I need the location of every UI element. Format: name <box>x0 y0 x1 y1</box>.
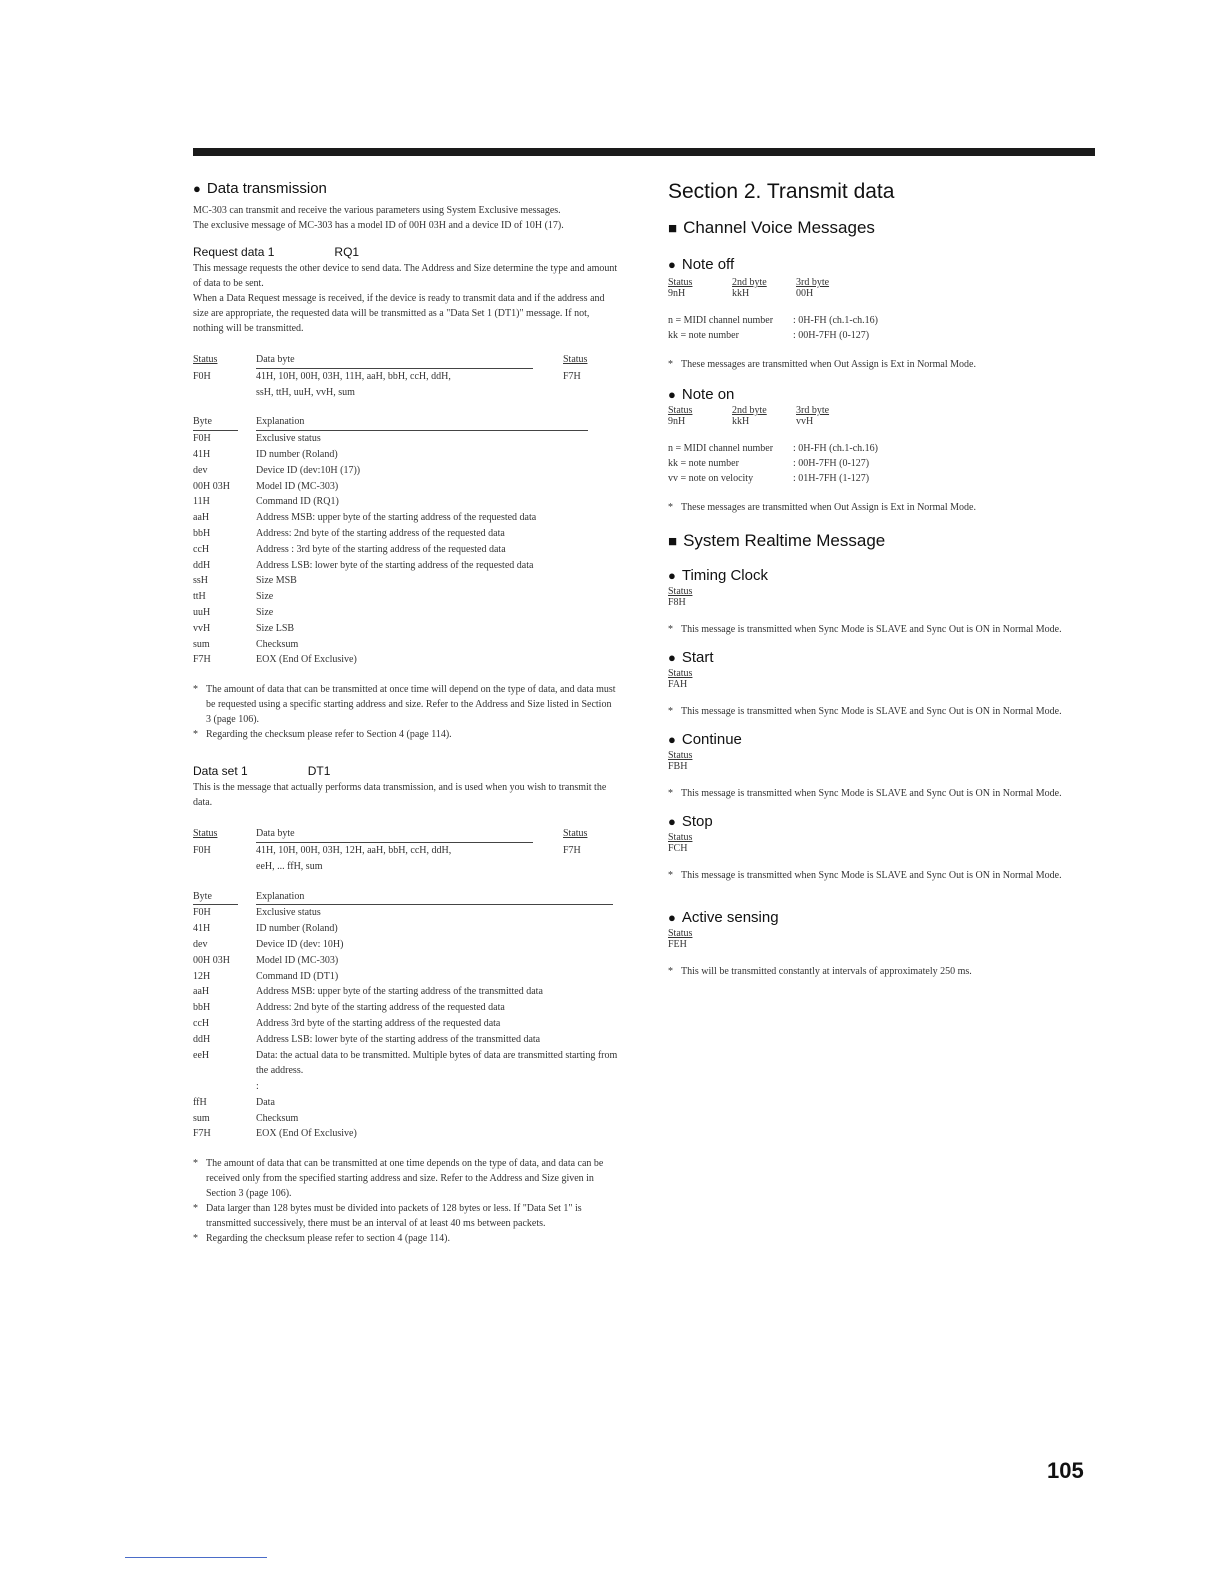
top-rule <box>193 148 1095 156</box>
status-label: Status <box>668 586 693 597</box>
table-row: F7H EOX (End Of Exclusive) <box>193 1128 357 1140</box>
table-row: uuH Size <box>193 606 274 618</box>
note-on-header: Status 2nd byte 3rd byte <box>668 405 830 416</box>
rq1-notes <box>193 682 618 742</box>
table-row: aaH Address MSB: upper byte of the starting address of the requested data <box>193 512 537 524</box>
note: * Data larger than 128 bytes must be divided into packets of 128 bytes or less. If "Data Set 1" is transmitted successively, there must be an interval of at least 40 ms between packets. <box>193 1203 582 1230</box>
dt1-format-table <box>193 826 618 874</box>
table-row: 41H ID number (Roland) <box>193 923 338 935</box>
status-label: Status <box>668 668 693 679</box>
rq1-label: Request data 1 <box>193 245 275 259</box>
note: * This will be transmitted constantly at intervals of approximately 250 ms. <box>668 966 972 977</box>
rq1-byte-table <box>193 414 618 668</box>
rq1-para1: This message requests the other device to send data. The Address and Size determine the type and amount of data to be sent. <box>193 263 618 289</box>
table-row: 00H 03H Model ID (MC-303) <box>193 954 339 966</box>
table-row: sum Checksum <box>193 1112 299 1124</box>
dt1-subheading <box>193 764 618 778</box>
note: * This message is transmitted when Sync Mode is SLAVE and Sync Out is ON in Normal Mode. <box>668 788 1062 799</box>
rq1-subheading <box>193 245 618 259</box>
dt1-byte-table <box>193 889 618 1143</box>
table-row: ddH Address LSB: lower byte of the starting address of the transmitted data <box>193 1033 541 1045</box>
dt1-code: DT1 <box>307 764 331 779</box>
note-off-defs: n = MIDI channel number : 0H-FH (ch.1-ch.16) kk = note number : 00H-7FH (0-127) <box>668 315 878 341</box>
table-row: vvH Size LSB <box>193 622 295 634</box>
table-row: F0H Exclusive status <box>193 433 321 445</box>
table-row: 12H Command ID (DT1) <box>193 970 339 982</box>
table-row: eeH Data: the actual data to be transmitted. Multiple bytes of data are transmitted starting from the address. <box>193 1049 618 1077</box>
heading-continue: ● Continue <box>668 731 1098 748</box>
dt-para2: The exclusive message of MC-303 has a model ID of 00H 03H and a device ID of 10H (17). <box>193 220 564 231</box>
table-row: sum Checksum <box>193 638 299 650</box>
status-label: Status <box>668 750 693 761</box>
note-on-values: 9nH kkH vvH <box>668 416 814 427</box>
table-row: 00H 03H Model ID (MC-303) <box>193 480 339 492</box>
table-row: ccH Address : 3rd byte of the starting address of the requested data <box>193 543 506 555</box>
status-label: Status <box>668 928 693 939</box>
table-header: Status Data byte Status <box>193 352 618 369</box>
heading-start: ● Start <box>668 649 1098 666</box>
heading-channel-voice: ■ Channel Voice Messages <box>668 218 1098 238</box>
page-number: 105 <box>1047 1458 1084 1483</box>
note: * This message is transmitted when Sync Mode is SLAVE and Sync Out is ON in Normal Mode. <box>668 706 1062 717</box>
note: * This message is transmitted when Sync Mode is SLAVE and Sync Out is ON in Normal Mode. <box>668 870 1062 881</box>
rq1-code: RQ1 <box>334 245 360 259</box>
note-off-values: 9nH kkH 00H <box>668 288 814 299</box>
table-row: dev Device ID (dev: 10H) <box>193 938 344 950</box>
note: * These messages are transmitted when Out Assign is Ext in Normal Mode. <box>668 359 976 370</box>
table-row: : <box>256 1081 259 1093</box>
status-label: Status <box>668 832 693 843</box>
table-row: ssH Size MSB <box>193 575 297 587</box>
table-row: ffH Data <box>193 1096 275 1108</box>
dt-para1: MC-303 can transmit and receive the various parameters using System Exclusive messages. <box>193 205 561 216</box>
table-row: F0H 41H, 10H, 00H, 03H, 12H, aaH, bbH, ccH, ddH, F7H <box>193 844 581 856</box>
left-column <box>193 180 618 1246</box>
table-row: ccH Address 3rd byte of the starting address of the requested data <box>193 1017 501 1029</box>
table-row: bbH Address: 2nd byte of the starting address of the requested data <box>193 527 505 539</box>
heading-system-realtime: ■ System Realtime Message <box>668 531 1098 551</box>
status-value: FAH <box>668 679 688 690</box>
note: * The amount of data that can be transmitted at once time will depend on the type of data, and data must be requested using a specific starting address and size. Refer to the Address and Size listed in Section 3 (page 106). <box>193 684 616 726</box>
note: * This message is transmitted when Sync Mode is SLAVE and Sync Out is ON in Normal Mode. <box>668 624 1062 635</box>
heading-active-sensing: ● Active sensing <box>668 909 1098 926</box>
section-title: Section 2. Transmit data <box>668 180 895 203</box>
table-header: Byte Explanation <box>193 889 618 906</box>
status-value: F8H <box>668 597 686 608</box>
table-row: ddH Address LSB: lower byte of the starting address of the requested data <box>193 559 534 571</box>
dt1-label: Data set 1 <box>193 764 248 779</box>
dt1-para1: This is the message that actually performs data transmission, and is used when you wish to transmit the data. <box>193 782 607 809</box>
note: * The amount of data that can be transmitted at one time depends on the type of data, and data can be received only from the specified starting address and size. Refer to the Address and Size given in Section 3 (page 106). <box>193 1158 604 1200</box>
note: * Regarding the checksum please refer to section 4 (page 114). <box>193 1233 450 1245</box>
table-row: F0H Exclusive status <box>193 907 321 919</box>
note: * These messages are transmitted when Out Assign is Ext in Normal Mode. <box>668 502 976 513</box>
dt1-notes <box>193 1156 618 1246</box>
table-header: Byte Explanation <box>193 414 618 431</box>
table-row: eeH, ... ffH, sum <box>256 860 323 872</box>
heading-data-transmission: ● Data transmission <box>193 180 618 197</box>
heading-note-on: ● Note on <box>668 386 1098 403</box>
heading-note-off: ● Note off <box>668 256 1098 273</box>
footer-rule <box>125 1557 267 1558</box>
table-row: dev Device ID (dev:10H (17)) <box>193 464 361 476</box>
table-row: 41H ID number (Roland) <box>193 448 338 460</box>
right-column <box>668 180 1098 979</box>
heading-timing-clock: ● Timing Clock <box>668 567 1098 584</box>
note-off-header: Status 2nd byte 3rd byte <box>668 277 830 288</box>
table-row: ttH Size <box>193 591 274 603</box>
table-row: 11H Command ID (RQ1) <box>193 496 339 508</box>
table-row: aaH Address MSB: upper byte of the starting address of the transmitted data <box>193 986 543 998</box>
table-header: Status Data byte Status <box>193 826 618 843</box>
table-row: F0H 41H, 10H, 00H, 03H, 11H, aaH, bbH, ccH, ddH, F7H <box>193 370 581 382</box>
rq1-para2: When a Data Request message is received, if the device is ready to transmit data and if the address and size are appropriate, the requested data will be transmitted as a "Data Set 1 (DT1)" message. If not, nothing will be transmitted. <box>193 293 605 334</box>
status-value: FBH <box>668 761 688 772</box>
rq1-format-table <box>193 352 618 400</box>
status-value: FCH <box>668 843 688 854</box>
table-row: ssH, ttH, uuH, vvH, sum <box>256 386 355 398</box>
status-value: FEH <box>668 939 687 950</box>
table-row: F7H EOX (End Of Exclusive) <box>193 654 357 666</box>
heading-stop: ● Stop <box>668 813 1098 830</box>
note: * Regarding the checksum please refer to Section 4 (page 114). <box>193 729 452 741</box>
note-on-defs: n = MIDI channel number : 0H-FH (ch.1-ch.16) kk = note number : 00H-7FH (0-127) vv = note on velocity : 01H-7FH (1-127) <box>668 443 878 484</box>
table-row: bbH Address: 2nd byte of the starting address of the requested data <box>193 1002 505 1014</box>
